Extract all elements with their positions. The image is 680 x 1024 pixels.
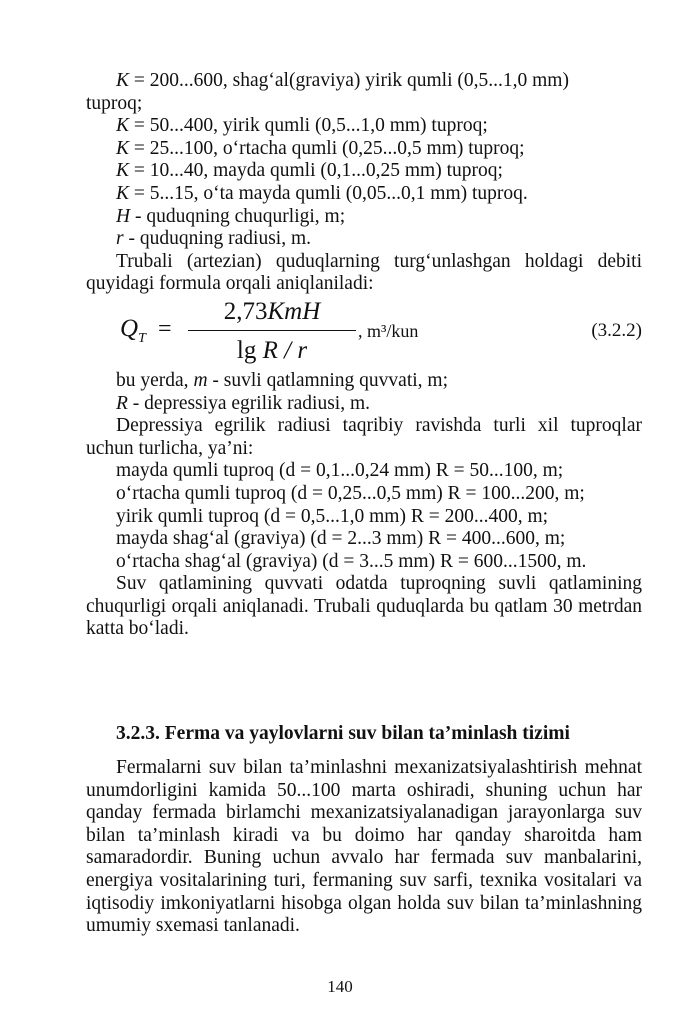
paragraph-thickness: Suv qatlamining quvvati odatda tuproqning suvli qatlamining chuqurligi orqali aniqlanadi. Trubali quduqlarda bu qatlam 30 metrdan katta bo‘ladi.	[86, 573, 642, 640]
k-line	[86, 70, 642, 93]
R-definition	[86, 393, 642, 416]
k-line-continuation	[86, 93, 642, 116]
var-K: K	[116, 137, 130, 159]
formula-lhs	[120, 314, 146, 351]
list-item: yirik qumli tuproq (d = 0,5...1,0 mm) R = 200...400, m;	[116, 505, 549, 527]
k-line	[86, 138, 642, 161]
formula-numerator	[188, 296, 356, 328]
k-line-text: = 25...100, o‘rtacha qumli (0,25...0,5 mm) tuproq;	[129, 137, 525, 159]
h-definition	[86, 206, 642, 229]
k-coefficient-list	[86, 70, 642, 251]
section-body	[86, 757, 642, 938]
definition-text: - suvli qatlamning quvvati, m;	[207, 369, 449, 391]
m-definition	[86, 370, 642, 393]
page-number: 140	[327, 977, 353, 996]
var-H: H	[116, 205, 131, 227]
list-item: mayda qumli tuproq (d = 0,1...0,24 mm) R = 50...100, m;	[116, 460, 564, 482]
var-K: K	[116, 115, 130, 137]
formula-constant: 2,73	[223, 297, 268, 325]
formula-3-2-2	[86, 296, 642, 370]
formula-lhs-var: Q	[120, 314, 139, 342]
formula-fraction	[188, 296, 356, 367]
formula-number: (3.2.2)	[591, 319, 642, 341]
k-line-text: = 10...40, mayda qumli (0,1...0,25 mm) tuproq;	[129, 160, 503, 182]
main-text-block	[86, 70, 642, 641]
k-line-text: = 200...600, shag‘al(graviya) yirik qumli (0,5...1,0 mm)	[129, 70, 569, 91]
list-item: mayda shag‘al (graviya) (d = 2...3 mm) R = 400...600, m;	[116, 528, 566, 550]
k-line	[86, 160, 642, 183]
list-item: o‘rtacha shag‘al (graviya) (d = 3...5 mm) R = 600...1500, m.	[116, 550, 587, 572]
var-K: K	[116, 70, 130, 91]
r-definition	[86, 228, 642, 251]
formula-equals: =	[158, 315, 172, 342]
paragraph-farms: Fermalarni suv bilan ta’minlashni mexanizatsiyalashtirish mehnat unumdorligini kamida 50...100 marta oshiradi, shuning uchun har qanday fermada birlamchi mexanizatsiyalanadigan jarayonlarga suv bilan ta’minlash kiradi va bu doimo har qanday sharoitda ham samaradordir. Buning uchun avvalo har fermada suv manbalarini, energiya vositalarining turi, fermaning suv sarfi, texnika vositalari va iqtisodiy imkoniyatlarni hisobga olgan holda suv bilan ta’minlashning umumiy sxemasi tanlanadi.	[86, 757, 642, 937]
var-K: K	[116, 160, 130, 182]
list-item: o‘rtacha qumli tuproq (d = 0,25...0,5 mm) R = 100...200, m;	[116, 482, 585, 504]
definition-lead: bu yerda,	[116, 369, 194, 391]
formula-log: lg	[236, 336, 257, 364]
var-K: K	[116, 182, 130, 204]
k-line	[86, 115, 642, 138]
k-line	[86, 183, 642, 206]
formula-numerator-vars: KmH	[267, 297, 321, 325]
var-R: R	[116, 392, 128, 414]
var-m: m	[193, 369, 208, 391]
var-r: r	[116, 228, 124, 250]
formula-unit: , m³/kun	[358, 320, 419, 341]
section-heading: 3.2.3. Ferma va yaylovlarni suv bilan ta’minlash tizimi	[116, 723, 570, 744]
paragraph-intro: Trubali (artezian) quduqlarning turg‘unlashgan holdagi debiti quyidagi formula orqali aniqlaniladi:	[86, 250, 642, 295]
formula-denominator	[188, 335, 356, 367]
definition-text: - quduqning radiusi, m.	[123, 228, 311, 250]
formula-denominator-vars: R / r	[262, 336, 308, 364]
k-line-text: = 50...400, yirik qumli (0,5...1,0 mm) tuproq;	[129, 115, 488, 137]
definition-text: - quduqning chuqurligi, m;	[130, 205, 346, 227]
k-line-text: tuproq;	[86, 92, 143, 114]
paragraph-depression: Depressiya egrilik radiusi taqribiy ravishda turli xil tuproqlar uchun turlicha, ya’ni:	[86, 415, 642, 459]
soil-radius-list	[86, 460, 642, 573]
fraction-bar	[188, 330, 356, 331]
definition-text: - depressiya egrilik radiusi, m.	[127, 392, 370, 414]
formula-lhs-subscript: T	[138, 330, 146, 346]
variable-definitions	[86, 370, 642, 415]
k-line-text: = 5...15, o‘ta mayda qumli (0,05...0,1 mm) tuproq.	[129, 182, 528, 204]
